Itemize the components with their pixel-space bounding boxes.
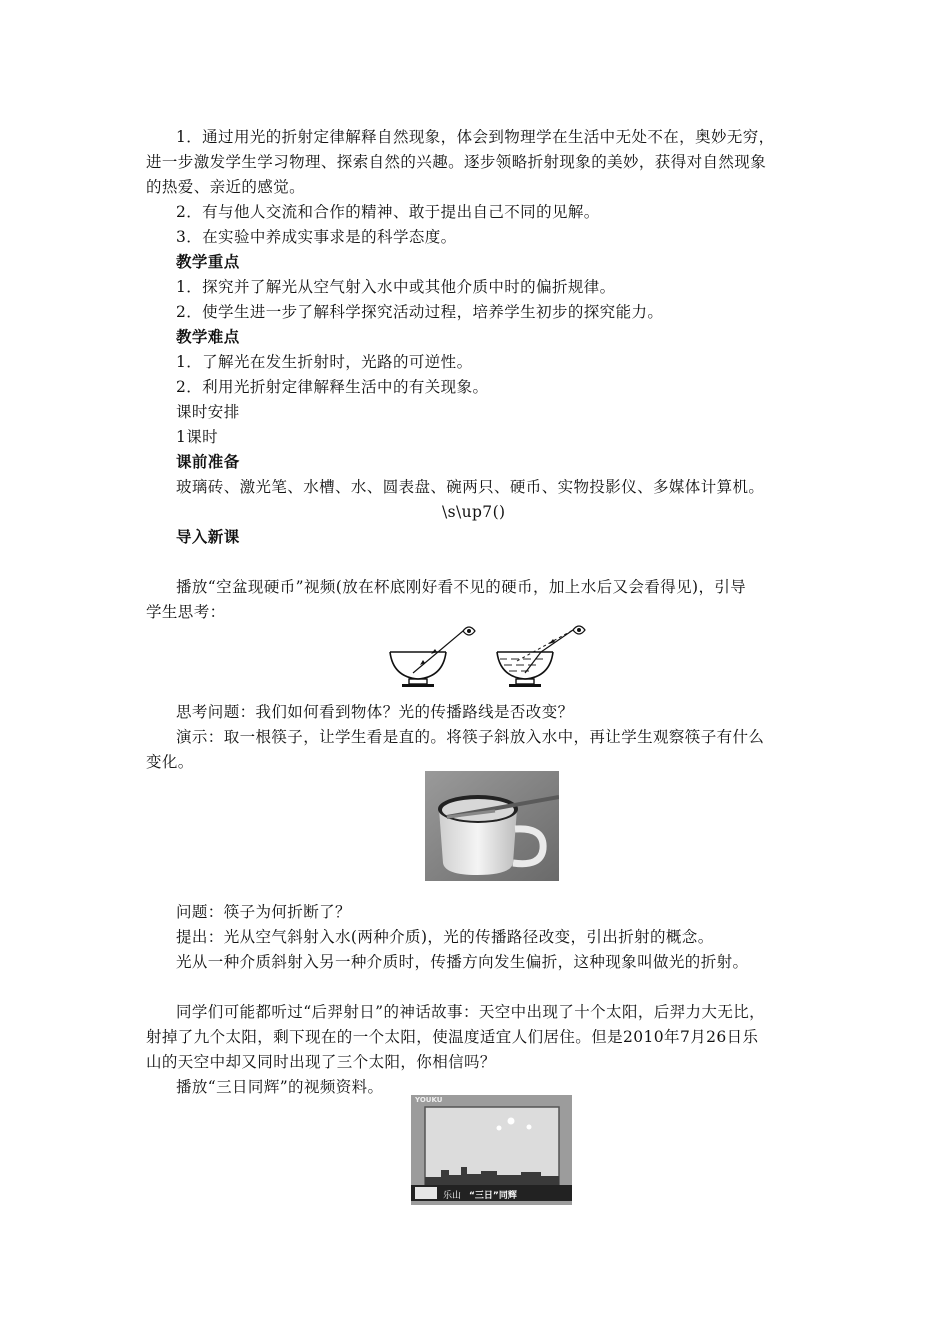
- bowl-diagram-svg: [385, 615, 600, 695]
- chopstick-in-cup-photo: [425, 771, 559, 881]
- play-video-1-line-1: 播放“空盆现硬币”视频(放在杯底刚好看不见的硬币，加上水后又会看得见)，引导: [176, 578, 747, 596]
- refraction-definition: 光从一种介质斜射入另一种介质时，传播方向发生偏折，这种现象叫做光的折射。: [176, 953, 749, 971]
- goal-1-line-1: 1．通过用光的折射定律解释自然现象，体会到物理学在生活中无处不在，奥妙无穷，: [176, 128, 775, 146]
- story-line-3: 山的天空中却又同时出现了三个太阳，你相信吗？: [146, 1053, 496, 1071]
- intro-heading: 导入新课: [176, 528, 240, 546]
- cup-photo-svg: [425, 771, 559, 881]
- question-2: 问题：筷子为何折断了？: [176, 903, 351, 921]
- story-line-1: 同学们可能都听过“后羿射日”的神话故事：天空中出现了十个太阳，后羿力大无比，: [176, 1003, 766, 1021]
- story-line-2: 射掉了九个太阳，剩下现在的一个太阳，使温度适宜人们居住。但是2010年7月26日乐: [146, 1028, 759, 1046]
- propose-text: 提出：光从空气斜射入水(两种介质)，光的传播路径改变，引出折射的概念。: [176, 928, 714, 946]
- video-caption-right: “三日”同辉: [469, 1191, 517, 1201]
- difficulty-2: 2．利用光折射定律解释生活中的有关现象。: [176, 378, 489, 396]
- play-video-1-line-2: 学生思考：: [146, 603, 226, 621]
- field-code: \s\up7(): [442, 503, 506, 521]
- play-video-2: 播放“三日同辉”的视频资料。: [176, 1078, 384, 1096]
- question-1: 思考问题：我们如何看到物体？光的传播路线是否改变？: [176, 703, 574, 721]
- youku-watermark: YOUKU: [415, 1096, 443, 1104]
- three-suns-video-frame: [411, 1095, 572, 1205]
- bowl-refraction-diagram: [385, 615, 600, 695]
- goal-3: 3．在实验中养成实事求是的科学态度。: [176, 228, 457, 246]
- demo-line-2: 变化。: [146, 753, 194, 771]
- key-points-heading: 教学重点: [176, 253, 240, 271]
- goal-2: 2．有与他人交流和合作的精神、敢于提出自己不同的见解。: [176, 203, 600, 221]
- goal-1-line-3: 的热爱、亲近的感觉。: [146, 178, 306, 196]
- preparation-items: 玻璃砖、激光笔、水槽、水、圆表盘、碗两只、硬币、实物投影仪、多媒体计算机。: [176, 478, 765, 496]
- preparation-heading: 课前准备: [176, 453, 240, 471]
- schedule-value: 1课时: [176, 428, 219, 446]
- goal-1-line-2: 进一步激发学生学习物理、探索自然的兴趣。逐步领略折射现象的美妙，获得对自然现象: [146, 153, 767, 171]
- key-point-2: 2．使学生进一步了解科学探究活动过程，培养学生初步的探究能力。: [176, 303, 664, 321]
- key-point-1: 1．探究并了解光从空气射入水中或其他介质中时的偏折规律。: [176, 278, 616, 296]
- difficulties-heading: 教学难点: [176, 328, 240, 346]
- video-caption-left: 乐山: [443, 1191, 462, 1201]
- difficulty-1: 1．了解光在发生折射时，光路的可逆性。: [176, 353, 473, 371]
- demo-line-1: 演示：取一根筷子，让学生看是直的。将筷子斜放入水中，再让学生观察筷子有什么: [176, 728, 765, 746]
- schedule-heading: 课时安排: [176, 403, 240, 421]
